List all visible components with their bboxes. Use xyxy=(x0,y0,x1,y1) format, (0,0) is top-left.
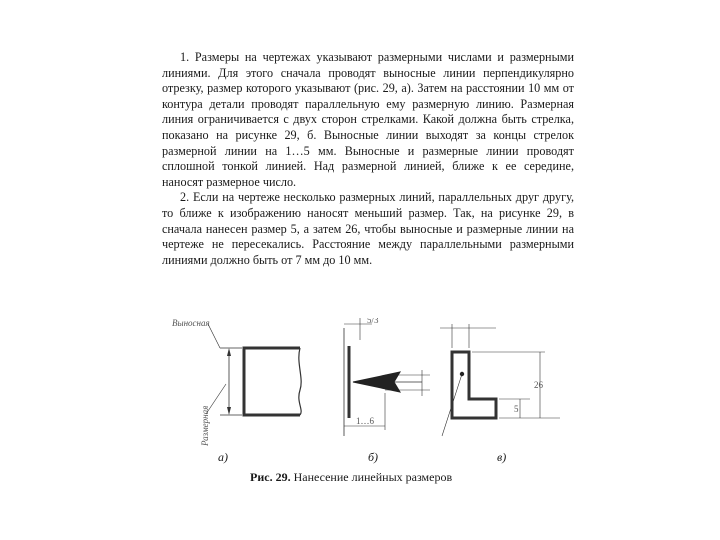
label-vynosnaya: Выносная xyxy=(172,318,210,328)
dim-v-small: 5 xyxy=(514,404,519,414)
dim-b-top: 5/3 xyxy=(367,318,379,325)
figure-29 xyxy=(160,318,580,468)
caption-prefix: Рис. 29. xyxy=(250,470,291,484)
sublabel-v: в) xyxy=(497,450,507,464)
point-marker xyxy=(460,372,464,376)
sublabel-a: а) xyxy=(218,450,228,464)
figure-a-drawing xyxy=(206,324,301,415)
arrow-shape xyxy=(353,372,400,392)
dim-v-large: 26 xyxy=(534,380,543,390)
label-razmernaya: Размерная xyxy=(200,405,210,446)
caption-text: Нанесение линейных размеров xyxy=(290,470,453,484)
dim-b-bottom: 1…6 xyxy=(356,416,374,426)
paragraph-1: 1. Размеры на чертежах указывают размерными числами и размерными линиями. Для этого сначала проводят выносные линии перпендикулярно отрезку, размер которого указывают (рис. 29, а). Затем на расстоянии 10 мм от контура детали проводят параллельную ему размерную линию. Размерная линия ограничивается с двух сторон стрелками. Какой должна быть стрелка, показано на рисунке 29, б. Выносные линии выходят за концы стрелок размерной линии на 1…5 мм. Выносные и размерные линии проводят сплошной тонкой линией. Над размерной линией, ближе к ее середине, наносят размерное число. xyxy=(162,50,574,189)
body-text xyxy=(162,50,574,268)
figure-caption xyxy=(250,470,452,485)
sublabel-b: б) xyxy=(368,450,379,464)
paragraph-2: 2. Если на чертеже несколько размерных линий, параллельных друг другу, то ближе к изображению наносят меньший размер. Так, на рисунке 29, в сначала нанесен размер 5, а затем 26, чтобы выносные и размерные линии на чертеже не пересекались. Расстояние между параллельными размерными линиями должно быть от 7 мм до 10 мм. xyxy=(162,190,574,267)
